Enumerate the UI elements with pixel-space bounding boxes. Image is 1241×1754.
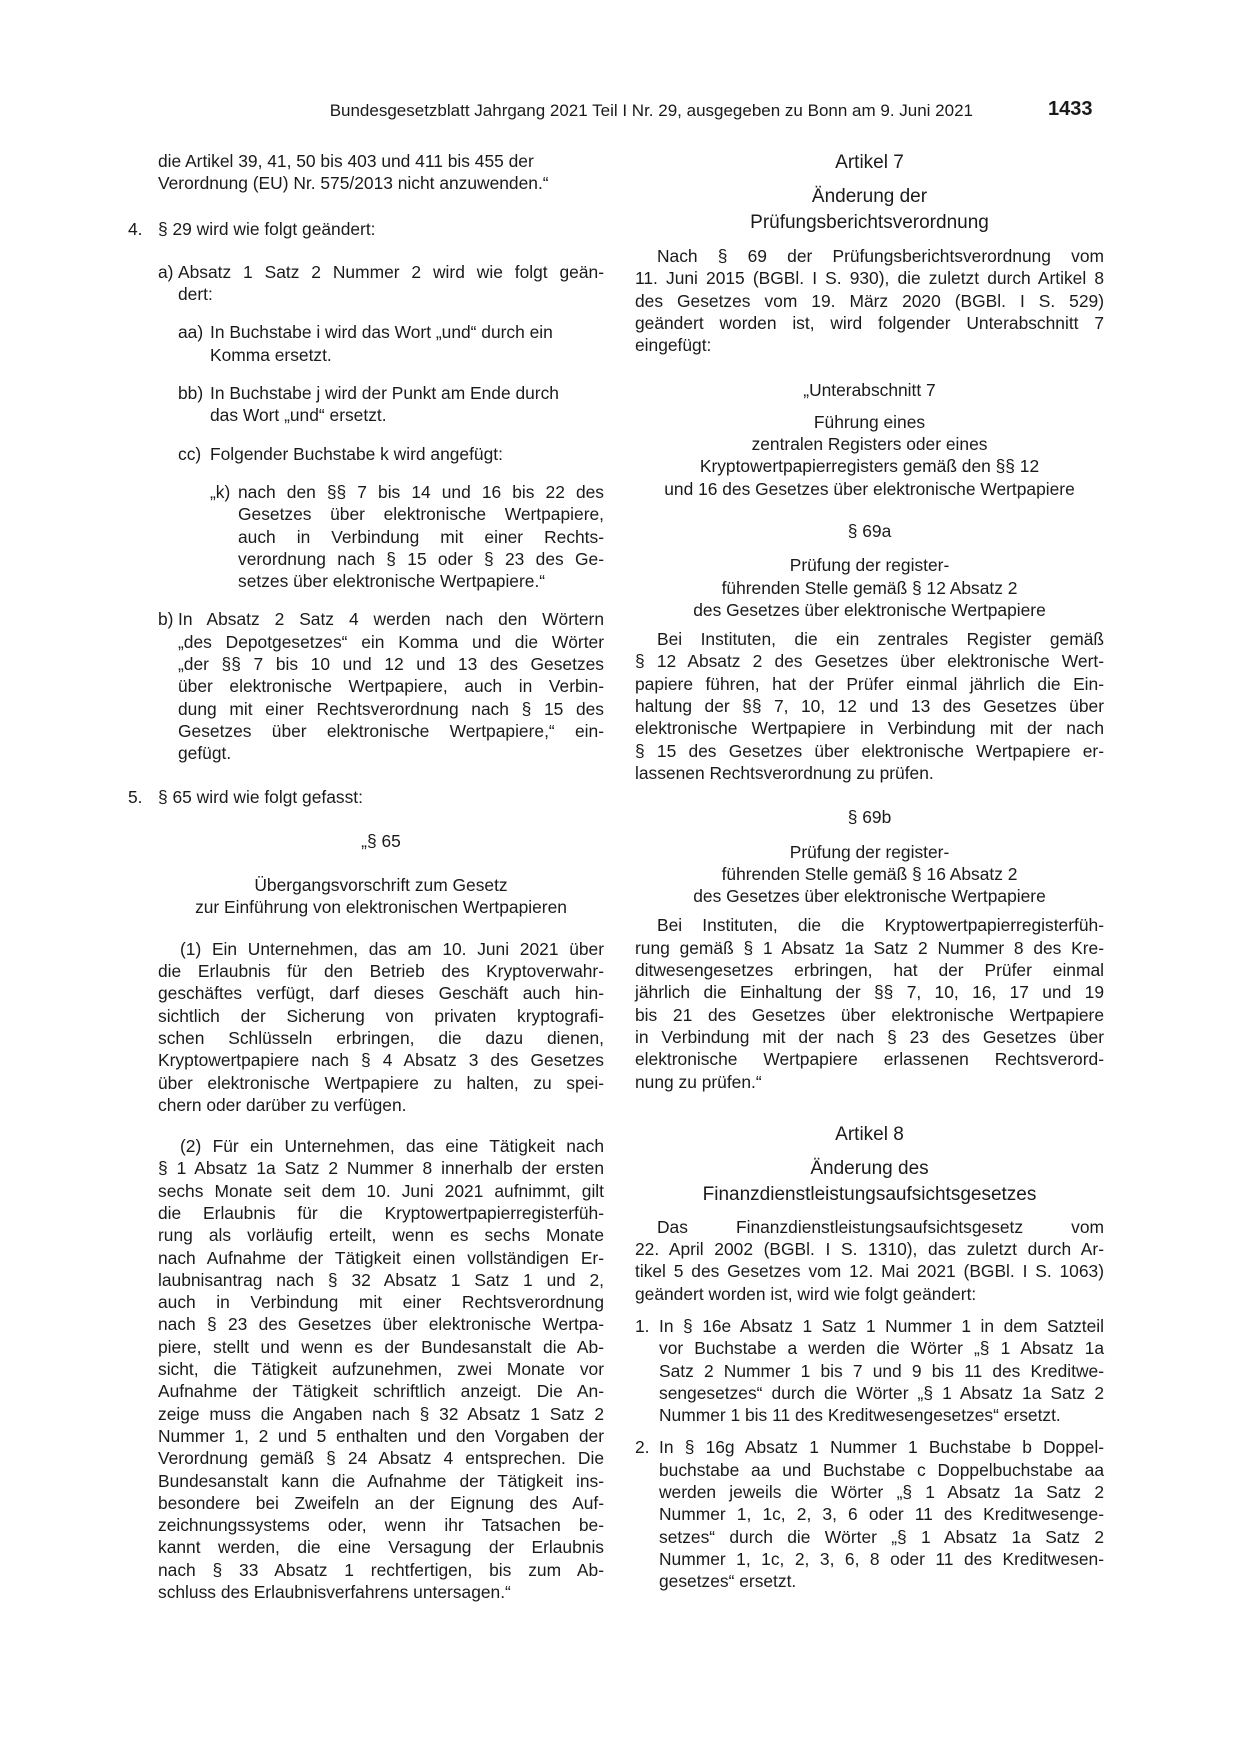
text-line: geschäftes verfügt, darf dieses Geschäft auch hin- — [158, 983, 604, 1004]
text-line: In § 16g Absatz 1 Nummer 1 Buchstabe b Doppel- — [659, 1437, 1104, 1458]
item-number: 4. — [128, 218, 143, 239]
text-line: Aufnahme der Tätigkeit schriftlich anzeigt. Die An- — [158, 1381, 604, 1402]
text-line: zentralen Registers oder eines — [751, 434, 988, 455]
text-line: die Artikel 39, 41, 50 bis 403 und 411 bis 455 der — [158, 151, 534, 171]
text-line: Komma ersetzt. — [210, 344, 332, 365]
section-65 — [128, 830, 604, 1604]
item-marker: a) — [158, 261, 174, 282]
text-line: dert: — [178, 284, 213, 305]
text-line: über elektronische Wertpapiere zu halten, zu spei- — [158, 1072, 604, 1093]
paragraph-2 — [158, 1135, 604, 1603]
text-line: nach § 33 Absatz 1 rechtfertigen, bis zum Ab- — [158, 1559, 604, 1580]
text-line: Verordnung (EU) Nr. 575/2013 nicht anzuwenden.“ — [158, 173, 549, 194]
text-line: Prüfungsberichtsverordnung — [750, 212, 989, 233]
text-line: § 12 Absatz 2 des Gesetzes über elektronische Wert- — [635, 651, 1104, 672]
text-line: Satz 2 Nummer 1 bis 7 und 9 bis 11 des Kreditwe- — [659, 1360, 1104, 1381]
text-line: elektronische Wertpapiere erlassenen Rechtsverord- — [635, 1049, 1104, 1070]
text-line: nach Aufnahme der Tätigkeit einen vollständigen Er- — [158, 1247, 604, 1268]
text-line: jährlich die Einhaltung der §§ 7, 10, 16, 17 und 19 — [635, 982, 1104, 1003]
list-item-5 — [128, 786, 604, 808]
item-number: 2. — [635, 1437, 650, 1458]
item-marker: „k) — [210, 481, 231, 502]
section-69b-title — [635, 841, 1104, 908]
subsection-heading: „Unterabschnitt 7 — [803, 380, 936, 401]
section-title — [158, 874, 604, 919]
text-line: „des Depotgesetzes“ ein Komma und die Wörter — [178, 631, 604, 652]
text-line: und 16 des Gesetzes über elektronische Wertpapiere — [664, 478, 1075, 499]
text-line: Verordnung gemäß § 24 Absatz 4 entsprechen. Die — [158, 1448, 604, 1469]
text-line: Änderung des — [810, 1157, 929, 1179]
sub-item-bb — [128, 382, 604, 427]
sub-item-cc — [128, 443, 604, 465]
text-line: Nach § 69 der Prüfungsberichtsverordnung vom — [657, 246, 1104, 266]
article-8-item-2 — [635, 1436, 1104, 1592]
text-line: Übergangsvorschrift zum Gesetz — [254, 875, 508, 896]
text-line: Gesetzes über elektronische Wertpapiere,“ ein- — [178, 720, 604, 741]
text-line: Prüfung der register- — [789, 555, 950, 576]
text-line: Kryptowertpapierregisters gemäß den §§ 12 — [699, 456, 1040, 477]
text-line: Nummer 1, 1c, 2, 3, 6, 8 oder 11 des Kreditwesen- — [659, 1548, 1104, 1569]
article-8-heading: Artikel 8 — [835, 1123, 904, 1145]
left-column — [128, 150, 604, 1603]
text-line: sichtlich der Sicherung von privaten kryptografi- — [158, 1005, 604, 1026]
text-line: des Gesetzes über elektronische Wertpapiere — [693, 599, 1046, 620]
continuation-paragraph — [128, 150, 604, 195]
item-number: 5. — [128, 786, 143, 807]
sub-item-b — [128, 608, 604, 764]
text-line: auch in Verbindung mit einer Rechtsverordnung — [158, 1292, 604, 1313]
text-line: in Verbindung mit der nach § 23 des Gesetzes über — [635, 1026, 1104, 1047]
text-line: bis 21 des Gesetzes über elektronische Wertpapiere — [635, 1004, 1104, 1025]
text-line: das Wort „und“ ersetzt. — [210, 405, 387, 426]
item-text: § 29 wird wie folgt geändert: — [158, 218, 376, 239]
page-header — [0, 99, 1241, 125]
article-8-title — [635, 1156, 1104, 1208]
header-text: Bundesgesetzblatt Jahrgang 2021 Teil I Nr. 29, ausgegeben zu Bonn am 9. Juni 2021 — [329, 101, 973, 120]
article-7-heading: Artikel 7 — [835, 152, 904, 173]
section-69b-heading: § 69b — [847, 807, 892, 828]
right-column — [635, 150, 1104, 1593]
text-line: Finanzdienstleistungsaufsichtsgesetzes — [702, 1183, 1037, 1205]
text-line: elektronische Wertpapiere in Verbindung mit der nach — [635, 718, 1104, 739]
text-line: In § 16e Absatz 1 Satz 1 Nummer 1 in dem Satzteil — [659, 1315, 1104, 1336]
text-line: verordnung nach § 15 oder § 23 des Ge- — [238, 548, 604, 569]
text-line: rung gemäß § 1 Absatz 1a Satz 2 Nummer 8 des Kre- — [635, 937, 1104, 958]
section-69a-title — [635, 554, 1104, 621]
text-line: lassenen Rechtsverordnung zu prüfen. — [635, 762, 934, 783]
text-line: sengesetzes“ durch die Wörter „§ 1 Absatz 1a Satz 2 — [659, 1382, 1104, 1403]
item-marker: bb) — [178, 383, 204, 404]
text-line: In Buchstabe j wird der Punkt am Ende durch — [210, 383, 559, 404]
article-7-intro — [635, 245, 1104, 356]
text-line: nach den §§ 7 bis 14 und 16 bis 22 des — [238, 481, 604, 502]
text-line: buchstabe aa und Buchstabe c Doppelbuchstabe aa — [659, 1459, 1104, 1480]
section-heading: „§ 65 — [361, 830, 401, 851]
text-line: § 15 des Gesetzes über elektronische Wertpapiere er- — [635, 740, 1104, 761]
text-line: (2) Für ein Unternehmen, das eine Tätigkeit nach — [180, 1136, 604, 1157]
subsection-title — [635, 411, 1104, 500]
text-line: sechs Monate seit dem 10. Juni 2021 aufnimmt, gilt — [158, 1180, 604, 1201]
text-line: Bundesanstalt kann die Aufnahme der Tätigkeit ins- — [158, 1470, 604, 1491]
text-line: piere, stellt und wenn es der Bundesanstalt die Ab- — [158, 1336, 604, 1357]
text-line: papiere führen, hat der Prüfer einmal jährlich die Ein- — [635, 673, 1104, 694]
section-69a-heading: § 69a — [847, 520, 892, 541]
text-line: nung zu prüfen.“ — [635, 1071, 762, 1092]
text-line: 11. Juni 2015 (BGBl. I S. 930), die zuletzt durch Artikel 8 — [635, 268, 1104, 289]
text-line: Das Finanzdienstleistungsaufsichtsgesetz vom — [657, 1216, 1104, 1237]
text-line: Änderung der — [811, 186, 928, 207]
text-line: schluss des Erlaubnisverfahrens untersagen.“ — [158, 1582, 511, 1603]
sub-item-a — [128, 261, 604, 306]
text-line: führenden Stelle gemäß § 12 Absatz 2 — [721, 577, 1018, 598]
text-line: des Gesetzes vom 19. März 2020 (BGBl. I S. 529) — [635, 290, 1104, 311]
section-69b-body — [635, 914, 1104, 1092]
text-line: Nummer 1, 1c, 2, 3, 6 oder 11 des Kreditwesenge- — [659, 1504, 1104, 1525]
text-line: Bei Instituten, die die Kryptowertpapierregisterfüh- — [657, 915, 1104, 936]
text-line: (1) Ein Unternehmen, das am 10. Juni 2021 über — [180, 938, 604, 959]
text-line: besondere bei Zweifeln an der Eignung des Auf- — [158, 1492, 604, 1513]
text-line: chern oder darüber zu verfügen. — [158, 1094, 407, 1115]
text-line: gefügt. — [178, 743, 232, 764]
text-line: Gesetzes über elektronische Wertpapiere, — [238, 504, 604, 525]
text-line: gesetzes“ ersetzt. — [659, 1571, 797, 1592]
item-marker: cc) — [178, 443, 202, 464]
text-line: Führung eines — [813, 411, 926, 432]
article-8-item-1 — [635, 1315, 1104, 1426]
paragraph-1 — [158, 938, 604, 1116]
sub-item-aa — [128, 321, 604, 366]
text-line: sicht, die Tätigkeit aufzunehmen, zwei Monate vor — [158, 1359, 604, 1380]
text-line: über elektronische Wertpapiere, auch in Verbin- — [178, 676, 604, 697]
text-line: zeige muss die Angaben nach § 32 Absatz 1 Satz 2 — [158, 1403, 604, 1424]
text-line: kannt werden, die eine Versagung der Erlaubnis — [158, 1537, 604, 1558]
text-line: geändert worden ist, wird folgender Unterabschnitt 7 — [635, 312, 1104, 333]
text-line: Absatz 1 Satz 2 Nummer 2 wird wie folgt geän- — [178, 261, 604, 282]
item-text: § 65 wird wie folgt gefasst: — [158, 786, 363, 807]
text-line: Bei Instituten, die ein zentrales Register gemäß — [657, 629, 1104, 650]
text-line: setzes über elektronische Wertpapiere.“ — [238, 571, 546, 592]
item-text: Folgender Buchstabe k wird angefügt: — [210, 443, 503, 464]
text-line: geändert worden ist, wird wie folgt geändert: — [635, 1283, 977, 1304]
text-line: die Erlaubnis für den Betrieb des Kryptoverwahr- — [158, 961, 604, 982]
text-line: des Gesetzes über elektronische Wertpapiere — [693, 886, 1046, 907]
text-line: führenden Stelle gemäß § 16 Absatz 2 — [721, 863, 1018, 884]
text-line: auch in Verbindung mit einer Rechts- — [238, 526, 604, 547]
article-7-title — [635, 184, 1104, 236]
text-line: zeichnungssystems oder, wenn ihr Tatsachen be- — [158, 1515, 604, 1536]
text-line: setzes“ durch die Wörter „§ 1 Absatz 1a Satz 2 — [659, 1526, 1104, 1547]
text-line: In Buchstabe i wird das Wort „und“ durch ein — [210, 322, 553, 343]
text-line: eingefügt: — [635, 335, 712, 356]
text-line: haltung der §§ 7, 10, 12 und 13 des Gesetzes über — [635, 696, 1104, 717]
text-line: Nummer 1, 2 und 5 enthalten und den Vorgaben der — [158, 1425, 604, 1446]
list-item-4 — [128, 218, 604, 240]
text-line: Nummer 1 bis 11 des Kreditwesengesetzes“ ersetzt. — [659, 1405, 1061, 1426]
text-line: vor Buchstabe a werden die Wörter „§ 1 Absatz 1a — [659, 1338, 1104, 1359]
text-line: tikel 5 des Gesetzes vom 12. Mai 2021 (BGBl. I S. 1063) — [635, 1261, 1104, 1282]
item-number: 1. — [635, 1315, 650, 1336]
text-line: die Erlaubnis für die Kryptowertpapierregisterfüh- — [158, 1202, 604, 1223]
item-marker: aa) — [178, 322, 204, 343]
inserted-letter-k — [128, 481, 604, 592]
text-line: zur Einführung von elektronischen Wertpapieren — [195, 897, 567, 918]
page-number: 1433 — [1048, 98, 1093, 120]
text-line: werden jeweils die Wörter „§ 1 Absatz 1a Satz 2 — [659, 1482, 1104, 1503]
text-line: schen Schlüsseln erbringen, die dazu dienen, — [158, 1027, 604, 1048]
text-line: rung als vorläufig erteilt, wenn es sechs Monate — [158, 1225, 604, 1246]
text-line: Kryptowertpapiere nach § 4 Absatz 3 des Gesetzes — [158, 1050, 604, 1071]
text-line: 22. April 2002 (BGBl. I S. 1310), das zuletzt durch Ar- — [635, 1239, 1104, 1260]
text-line: ditwesengesetzes erbringen, hat der Prüfer einmal — [635, 960, 1104, 981]
text-line: § 1 Absatz 1a Satz 2 Nummer 8 innerhalb der ersten — [158, 1158, 604, 1179]
text-line: nach § 23 des Gesetzes über elektronische Wertpa- — [158, 1314, 604, 1335]
text-line: Prüfung der register- — [789, 841, 950, 862]
article-8-intro — [635, 1216, 1104, 1305]
text-line: dung mit einer Rechtsverordnung nach § 15 des — [178, 698, 604, 719]
section-69a-body — [635, 628, 1104, 784]
item-marker: b) — [158, 609, 174, 630]
text-line: laubnisantrag nach § 32 Absatz 1 Satz 1 und 2, — [158, 1269, 604, 1290]
text-line: In Absatz 2 Satz 4 werden nach den Wörtern — [178, 609, 604, 630]
text-line: „der §§ 7 bis 10 und 12 und 13 des Gesetzes — [178, 654, 604, 675]
